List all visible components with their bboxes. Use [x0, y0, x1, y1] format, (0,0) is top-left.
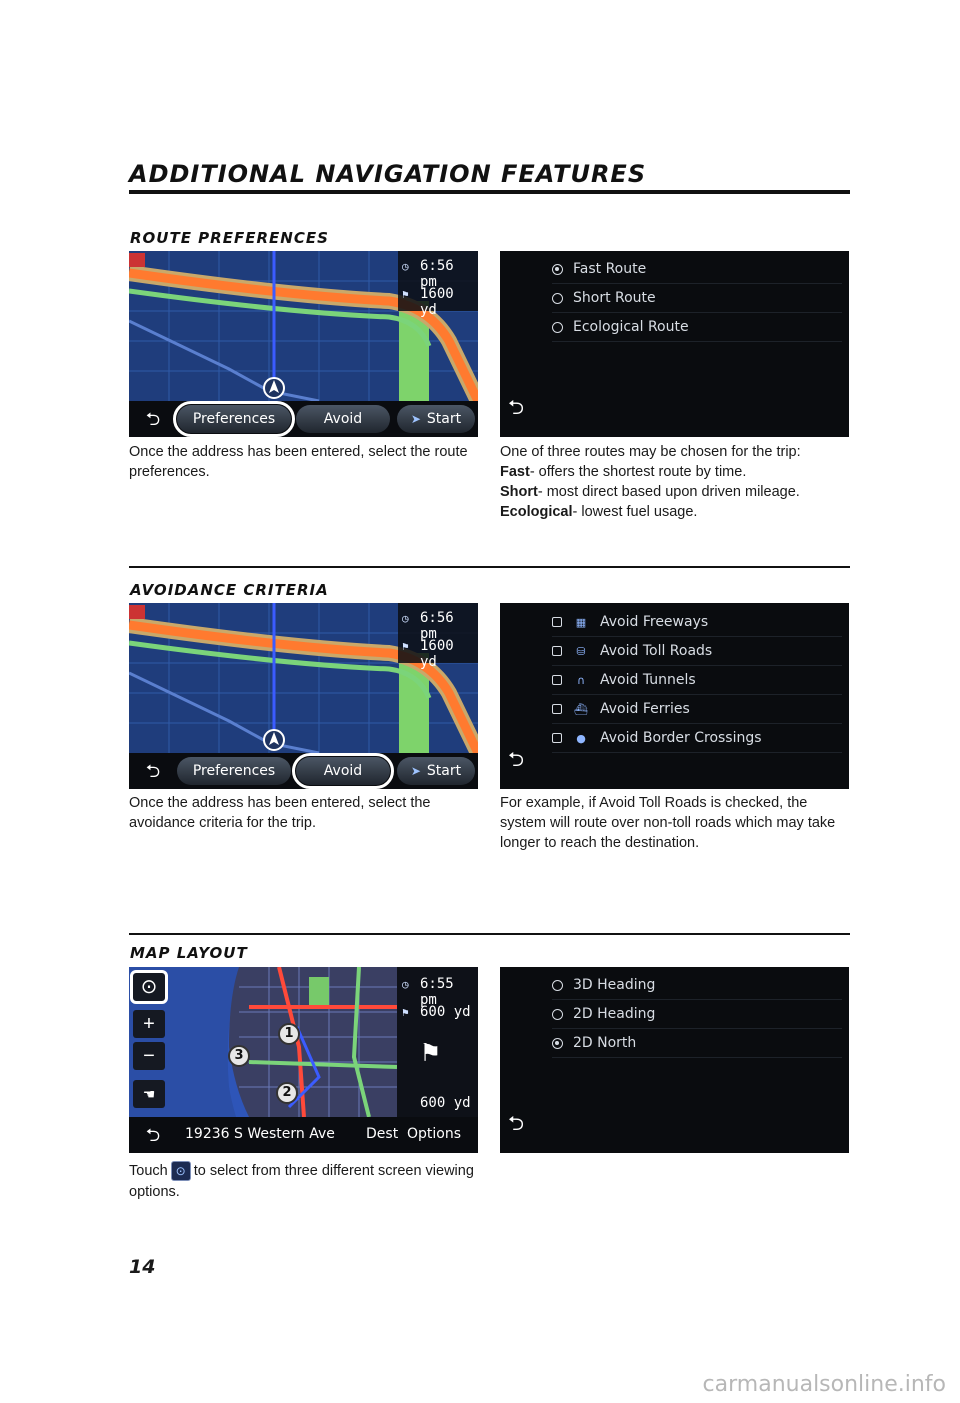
- back-button[interactable]: [133, 1123, 173, 1147]
- avoid-caption-right: For example, if Avoid Toll Roads is checked, the system will route over non-toll roads which may take longer to reach the destination.: [500, 795, 836, 851]
- route-map-screen: [129, 251, 478, 437]
- checkbox-icon: [552, 733, 562, 743]
- caption-text-after: to select from three different screen viewing options.: [129, 1163, 474, 1200]
- option-label: Short Route: [573, 290, 656, 306]
- term: Short: [500, 484, 538, 500]
- remaining-distance: 1600 yd: [420, 638, 454, 670]
- option-short-route[interactable]: [552, 284, 842, 313]
- caption-text-before: Touch: [129, 1163, 168, 1179]
- option-label: Avoid Freeways: [600, 614, 709, 630]
- flag-icon: ⚑: [402, 1006, 409, 1019]
- clock-icon: ◷: [402, 978, 409, 991]
- option-label: Avoid Tunnels: [600, 672, 696, 688]
- options-button[interactable]: Options: [407, 1126, 462, 1142]
- route-caption-intro: One of three routes may be chosen for the trip:: [500, 444, 801, 460]
- term: Ecological: [500, 504, 573, 520]
- back-button[interactable]: [133, 407, 173, 431]
- arrival-time: 6:55 pm: [420, 976, 454, 1008]
- map-view-mode-icon: ⊙: [171, 1161, 191, 1181]
- route-caption-left: Once the address has been entered, select the route preferences.: [129, 444, 468, 480]
- compass-icon: ➤: [410, 764, 421, 778]
- arrival-time: 6:56 pm: [420, 258, 454, 290]
- map-layout-options-screen: [500, 967, 849, 1153]
- option-ecological-route[interactable]: [552, 313, 842, 342]
- option-label: Ecological Route: [573, 319, 689, 335]
- map-layout-bottom-bar: [129, 1117, 478, 1153]
- route-options-screen: [500, 251, 849, 437]
- freeway-icon: ▦: [575, 615, 587, 629]
- option-avoid-tunnels[interactable]: [552, 666, 842, 695]
- desc: - offers the shortest route by time.: [529, 464, 747, 480]
- clock-icon: ◷: [402, 612, 409, 625]
- remaining-distance: 600 yd: [420, 1004, 471, 1020]
- remaining-distance: 1600 yd: [420, 286, 454, 318]
- radio-icon: [552, 1009, 563, 1020]
- avoid-bottom-bar: [129, 753, 478, 789]
- border-crossing-icon: ●: [576, 731, 586, 745]
- checkbox-icon: [552, 675, 562, 685]
- option-avoid-toll-roads[interactable]: [552, 637, 842, 666]
- option-label: 3D Heading: [573, 977, 656, 993]
- back-arrow-icon: ⮌: [145, 1125, 161, 1145]
- section-heading-avoidance: AVOIDANCE CRITERIA: [130, 581, 329, 599]
- avoid-map-screen: [129, 603, 478, 789]
- ferry-icon: ⛴: [574, 702, 588, 716]
- start-label: Start: [426, 411, 462, 427]
- zoom-in-button[interactable]: [133, 1010, 165, 1038]
- dest-button[interactable]: Dest: [366, 1126, 399, 1142]
- option-label: Avoid Ferries: [600, 701, 690, 717]
- back-arrow-icon: ⮌: [145, 409, 161, 429]
- minus-icon: −: [143, 1045, 155, 1067]
- back-button[interactable]: [133, 759, 173, 783]
- back-button[interactable]: [508, 745, 524, 779]
- option-label: Avoid Toll Roads: [600, 643, 713, 659]
- option-label: 2D Heading: [573, 1006, 656, 1022]
- section-heading-map-layout: MAP LAYOUT: [130, 944, 248, 962]
- radio-selected-icon: [552, 264, 563, 275]
- map-view-mode-button[interactable]: [133, 973, 165, 1001]
- checkbox-icon: [552, 704, 562, 714]
- route-term-ecological: [500, 502, 852, 522]
- back-arrow-icon: ⮌: [508, 1113, 525, 1135]
- back-arrow-icon: ⮌: [508, 397, 525, 419]
- route-term-fast: [500, 462, 852, 482]
- route-term-short: [500, 482, 852, 502]
- map-layout-map-screen: [129, 967, 478, 1153]
- plus-icon: +: [143, 1013, 155, 1035]
- route-pin-1: 1: [278, 1023, 300, 1045]
- section-divider: [129, 566, 850, 568]
- section-divider: [129, 933, 850, 935]
- route-caption-right: [500, 442, 852, 522]
- checkbox-icon: [552, 646, 562, 656]
- trip-info-panel: [398, 603, 478, 670]
- option-label: 2D North: [573, 1035, 637, 1051]
- avoid-caption-left: Once the address has been entered, select the avoidance criteria for the trip.: [129, 795, 431, 831]
- start-button[interactable]: [397, 405, 475, 433]
- tunnel-icon: ∩: [576, 673, 586, 687]
- map-layout-caption: [129, 1161, 481, 1203]
- hand-icon: ☚: [142, 1086, 156, 1102]
- arrival-time: 6:56 pm: [420, 610, 454, 642]
- route-bottom-bar: [129, 401, 478, 437]
- desc: - most direct based upon driven mileage.: [537, 484, 800, 500]
- avoid-button[interactable]: Avoid: [296, 405, 390, 433]
- option-3d-heading[interactable]: [552, 971, 842, 1000]
- preferences-button[interactable]: Preferences: [177, 405, 291, 433]
- back-arrow-icon: ⮌: [508, 749, 525, 771]
- start-label: Start: [426, 763, 462, 779]
- back-button[interactable]: [508, 393, 524, 427]
- clock-icon: ◷: [402, 260, 409, 273]
- radio-selected-icon: [552, 1038, 563, 1049]
- toll-road-icon: ⛁: [576, 644, 586, 658]
- compass-icon: ➤: [410, 412, 421, 426]
- trip-info-panel: [398, 967, 478, 1117]
- route-pin-2: 2: [276, 1082, 298, 1104]
- route-pin-3: 3: [228, 1045, 250, 1067]
- radio-icon: [552, 322, 563, 333]
- zoom-out-button[interactable]: [133, 1042, 165, 1070]
- option-avoid-ferries[interactable]: [552, 695, 842, 724]
- radio-icon: [552, 980, 563, 991]
- title-rule: [129, 190, 850, 194]
- back-arrow-icon: ⮌: [145, 761, 161, 781]
- avoid-options-screen: [500, 603, 849, 789]
- scroll-map-button[interactable]: [133, 1080, 165, 1108]
- flag-icon: ⚑: [402, 640, 409, 653]
- option-label: Fast Route: [573, 261, 647, 277]
- back-button[interactable]: [508, 1109, 524, 1143]
- trip-info-panel: [398, 251, 478, 318]
- option-label: Avoid Border Crossings: [600, 730, 762, 746]
- section-heading-route-preferences: ROUTE PREFERENCES: [130, 229, 329, 247]
- option-fast-route[interactable]: [552, 255, 842, 284]
- checkbox-icon: [552, 617, 562, 627]
- checkered-flag-icon: ⚑: [422, 1035, 439, 1068]
- next-turn-distance: 600 yd: [420, 1095, 471, 1111]
- avoid-button[interactable]: Avoid: [296, 757, 390, 785]
- option-avoid-freeways[interactable]: [552, 608, 842, 637]
- option-2d-north[interactable]: [552, 1029, 842, 1058]
- option-avoid-border-crossings[interactable]: [552, 724, 842, 753]
- term: Fast: [500, 464, 530, 480]
- preferences-button[interactable]: Preferences: [177, 757, 291, 785]
- radio-icon: [552, 293, 563, 304]
- current-street-label: 19236 S Western Ave: [185, 1126, 335, 1142]
- watermark: carmanualsonline.info: [702, 1372, 946, 1397]
- option-2d-heading[interactable]: [552, 1000, 842, 1029]
- start-button[interactable]: [397, 757, 475, 785]
- desc: - lowest fuel usage.: [572, 504, 698, 520]
- page-number: 14: [129, 1256, 156, 1278]
- flag-icon: ⚑: [402, 288, 409, 301]
- compass-north-icon: ⊙: [140, 976, 158, 998]
- page-title: ADDITIONAL NAVIGATION FEATURES: [129, 160, 647, 188]
